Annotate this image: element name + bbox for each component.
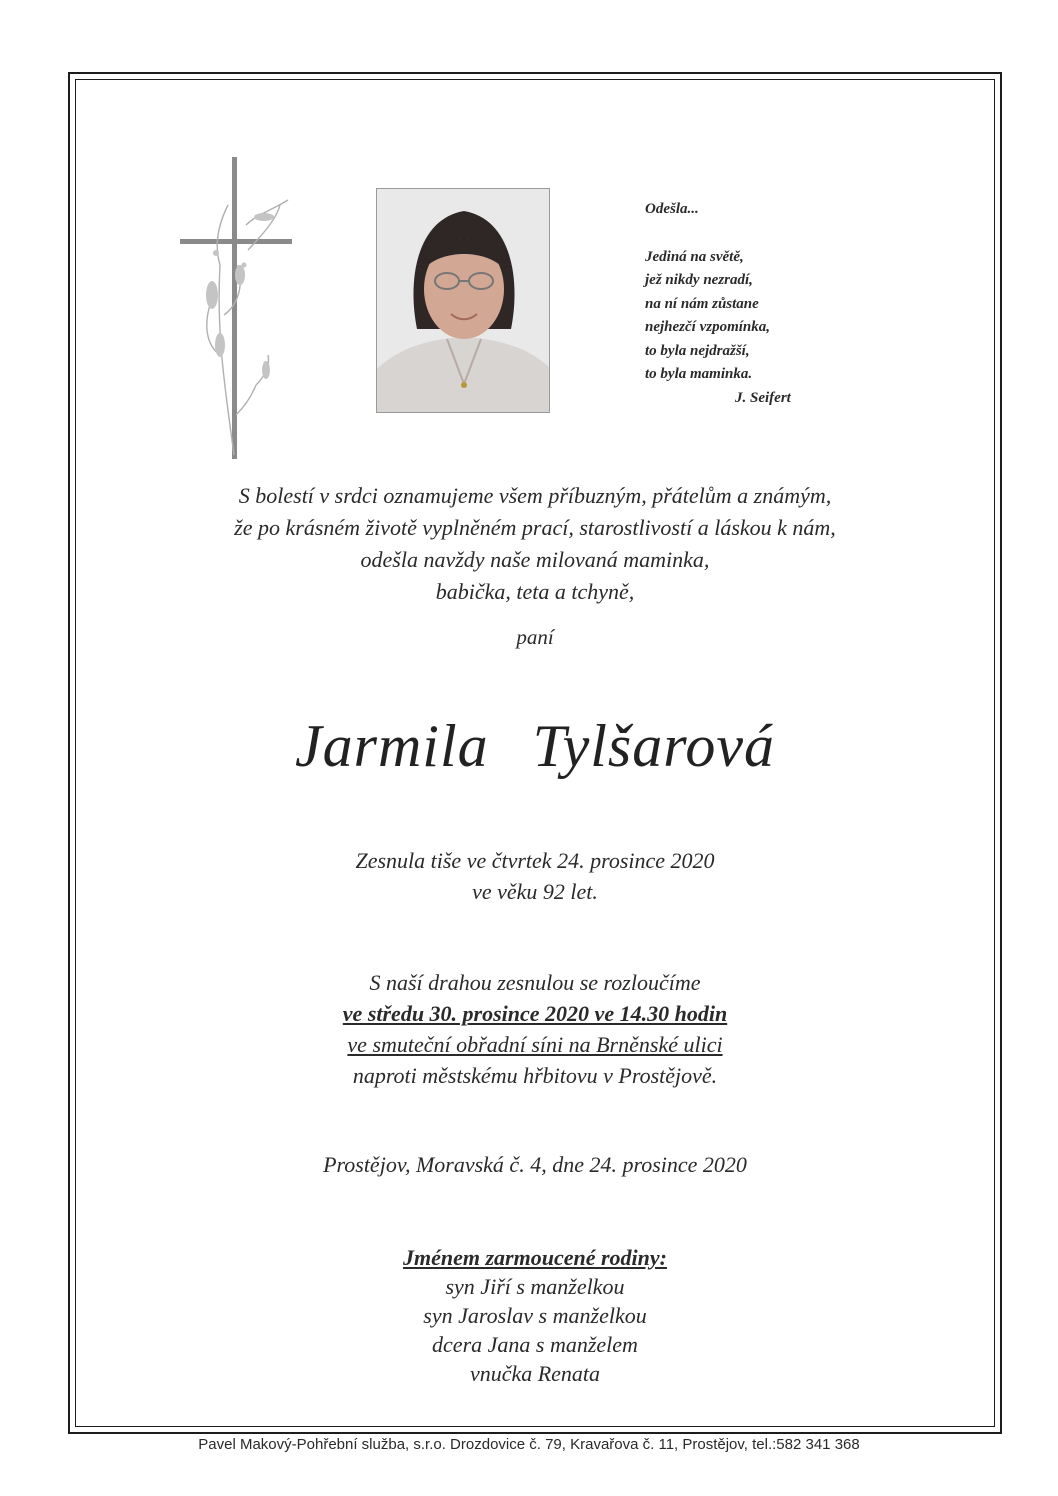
death-date: Zesnula tiše ve čtvrtek 24. prosince 2020 (355, 848, 715, 873)
family-member: syn Jiří s manželkou (445, 1274, 625, 1299)
poem-line: Jediná na světě, (645, 248, 744, 265)
death-info (75, 845, 995, 907)
first-name: Jarmila (295, 713, 489, 779)
portrait-photo (376, 188, 550, 413)
announcement-line: babička, teta a tchyně, (435, 579, 635, 604)
family-member: vnučka Renata (469, 1361, 601, 1386)
poem-author: J. Seifert (735, 389, 791, 406)
farewell-location: naproti městskému hřbitovu v Prostějově. (352, 1063, 718, 1088)
family-member: dcera Jana s manželem (432, 1332, 638, 1357)
farewell-datetime: ve středu 30. prosince 2020 ve 14.30 hodin (342, 1001, 728, 1026)
poem-line: to byla maminka. (645, 366, 753, 382)
family (75, 1243, 995, 1388)
funeral-service-footer: Pavel Makový-Pohřební služba, s.r.o. Drozdovice č. 79, Kravařova č. 11, Prostějov, tel.:582 341 368 (198, 1436, 860, 1453)
poem-line: na ní nám zůstane (645, 295, 759, 312)
salutation: paní (516, 625, 554, 649)
last-name: Tylšarová (532, 713, 775, 779)
poem-heading: Odešla... (645, 201, 699, 217)
farewell-intro: S naší drahou zesnulou se rozloučíme (369, 970, 701, 995)
poem-line: jež nikdy nezradí, (645, 272, 753, 288)
announcement (75, 480, 995, 608)
farewell-info (75, 967, 995, 1091)
announcement-line: že po krásném životě vyplněném prací, starostlivostí a láskou k nám, (234, 515, 836, 540)
poem-line: to byla nejdražší, (645, 342, 750, 359)
family-heading: Jménem zarmoucené rodiny: (403, 1245, 667, 1270)
poem-line: nejhezčí vzpomínka, (645, 319, 771, 335)
announcement-line: S bolestí v srdci oznamujeme všem příbuzným, přátelům a známým, (238, 483, 832, 508)
cross-with-lily-icon (176, 155, 296, 463)
farewell-venue: ve smuteční obřadní síni na Brněnské ulici (347, 1032, 723, 1057)
family-member: syn Jaroslav s manželkou (423, 1303, 647, 1328)
death-age: ve věku 92 let. (472, 879, 598, 904)
announcement-line: odešla navždy naše milovaná maminka, (360, 547, 710, 572)
poem (645, 198, 895, 410)
place-date: Prostějov, Moravská č. 4, dne 24. prosince 2020 (323, 1152, 747, 1177)
deceased-name (75, 712, 995, 781)
